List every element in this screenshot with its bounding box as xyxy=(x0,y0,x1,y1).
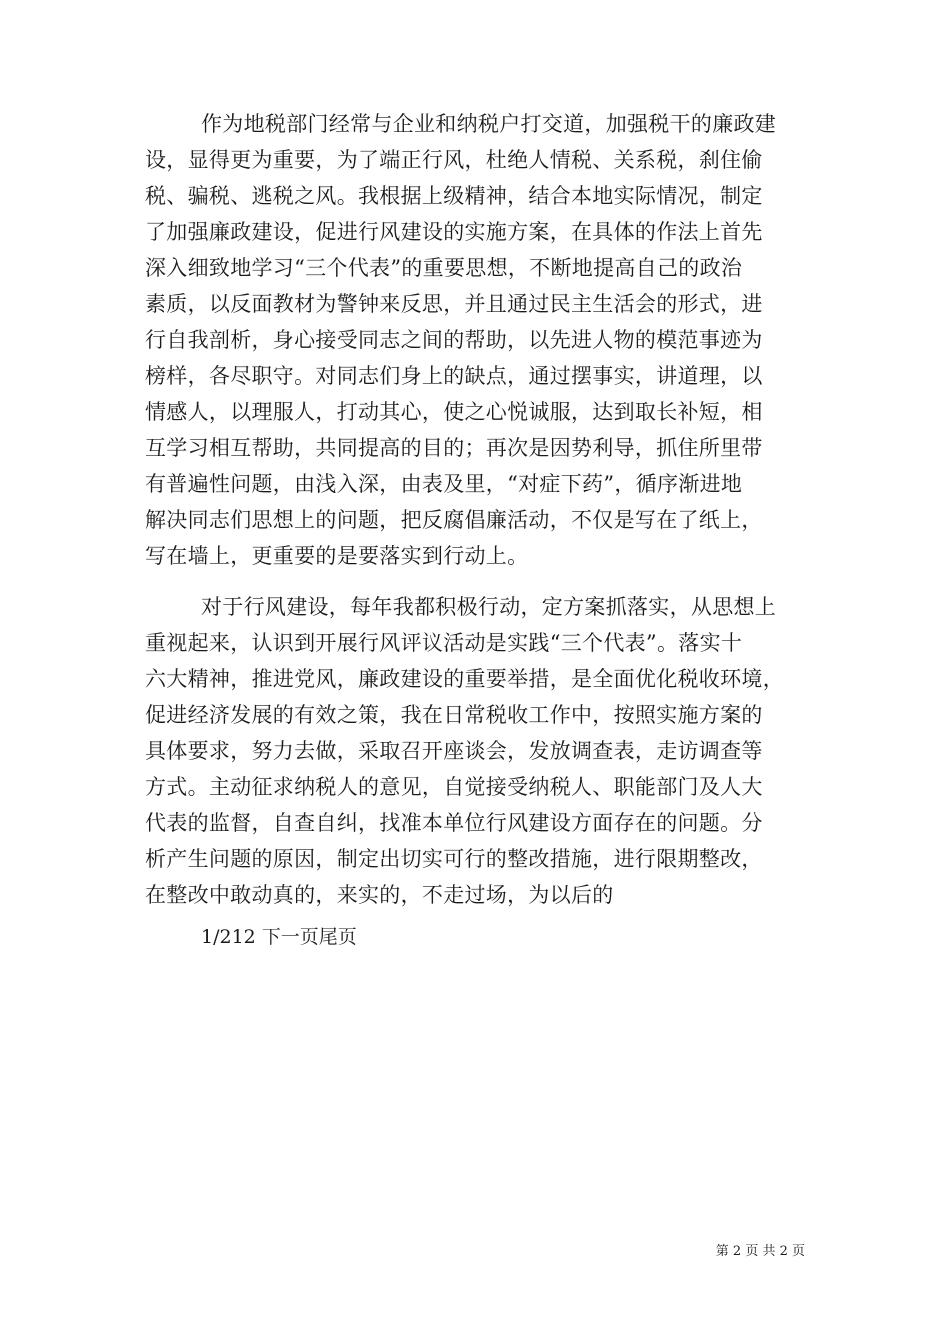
paragraph-2-line-9: 在整改中敢动真的，来实的，不走过场，为以后的 xyxy=(145,883,614,907)
paragraph-1-line-1: 作为地税部门经常与企业和纳税户打交道，加强税干的廉政建 xyxy=(201,112,777,136)
paragraph-2-line-5: 具体要求，努力去做，采取召开座谈会，发放调查表，走访调查等 xyxy=(145,739,763,763)
paragraph-1-line-6: 素质，以反面教材为警钟来反思，并且通过民主生活会的形式，进 xyxy=(145,292,763,316)
paragraph-1-line-11: 有普遍性问题，由浅入深，由表及里，“对症下药”，循序渐进地 xyxy=(145,472,743,496)
paragraph-1-line-12: 解决同志们思想上的问题，把反腐倡廉活动，不仅是写在了纸上， xyxy=(145,508,763,532)
paragraph-1-line-2: 设，显得更为重要，为了端正行风，杜绝人情税、关系税，刹住偷 xyxy=(145,148,763,172)
paragraph-1-line-5: 深入细致地学习“三个代表”的重要思想，不断地提高自己的政治 xyxy=(145,256,743,280)
paragraph-1-line-9: 情感人，以理服人，打动其心，使之心悦诚服，达到取长补短，相 xyxy=(145,400,763,424)
paragraph-2-line-2: 重视起来，认识到开展行风评议活动是实践“三个代表”。落实十 xyxy=(145,631,743,655)
page-footer: 第 2 页 共 2 页 xyxy=(715,1244,805,1259)
paragraph-2-line-8: 析产生问题的原因，制定出切实可行的整改措施，进行限期整改， xyxy=(145,847,763,871)
paragraph-2-line-1: 对于行风建设，每年我都积极行动，定方案抓落实，从思想上 xyxy=(201,595,777,619)
paragraph-2-line-4: 促进经济发展的有效之策，我在日常税收工作中，按照实施方案的 xyxy=(145,703,763,727)
paragraph-1-line-13: 写在墙上，更重要的是要落实到行动上。 xyxy=(145,544,529,568)
paragraph-1-line-7: 行自我剖析，身心接受同志之间的帮助，以先进人物的模范事迹为 xyxy=(145,328,763,352)
paragraph-1-line-4: 了加强廉政建设，促进行风建设的实施方案，在具体的作法上首先 xyxy=(145,220,763,244)
paragraph-1-line-8: 榜样，各尽职守。对同志们身上的缺点，通过摆事实，讲道理，以 xyxy=(145,364,763,388)
paragraph-2-line-3: 六大精神，推进党风，廉政建设的重要举措，是全面优化税收环境， xyxy=(145,667,784,691)
pagination-links[interactable]: 1/212 下一页尾页 xyxy=(201,926,357,948)
paragraph-2-line-7: 代表的监督，自查自纠，找准本单位行风建设方面存在的问题。分 xyxy=(145,811,763,835)
paragraph-2-line-6: 方式。主动征求纳税人的意见，自觉接受纳税人、职能部门及人大 xyxy=(145,775,763,799)
paragraph-1-line-3: 税、骗税、逃税之风。我根据上级精神，结合本地实际情况，制定 xyxy=(145,184,763,208)
paragraph-1-line-10: 互学习相互帮助，共同提高的目的；再次是因势利导，抓住所里带 xyxy=(145,436,763,460)
